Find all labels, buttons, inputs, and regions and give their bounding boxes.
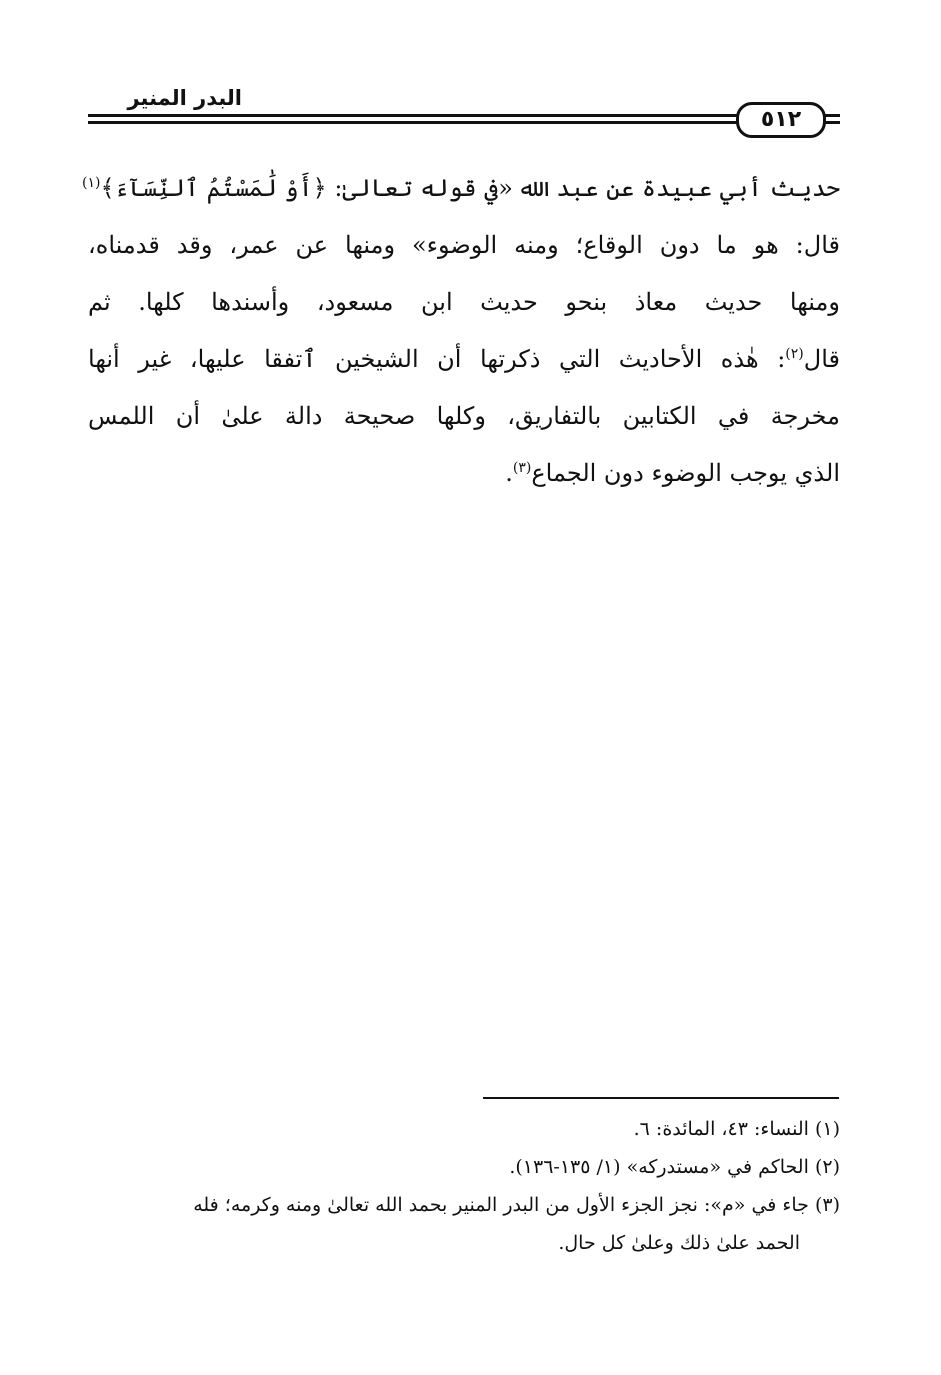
main-text — [82, 160, 840, 502]
text-line-4: قال$^{(٢)}$: هٰذه الأحاديث التي ذكرتها أن الشيخين ٱتفقا عليها، غير أنها — [88, 345, 840, 373]
text-line-5: مخرجة في الكتابين بالتفاريق، وكلها صحيحة دالة علىٰ أن اللمس — [88, 402, 840, 430]
page-number: ٥١٢ — [736, 102, 826, 138]
footnote-ref-3: (٣) — [512, 460, 532, 476]
text-line-1: حديث أبي عبيدة عن عبد الله «في قوله تعالىٰ: ﴿أَوْ لَٰمَسْتُمُ ٱلنِّسَآءَ﴾$^{(١)}$ — [82, 174, 840, 202]
footnote-3-continued: الحمد علىٰ ذلك وعلىٰ كل حال. — [558, 1232, 800, 1254]
footnote-3: (٣) جاء في «م»: نجز الجزء الأول من البدر المنير بحمد الله تعالىٰ ومنه وكرمه؛ فله — [193, 1194, 840, 1216]
text-line-3: ومنها حديث معاذ بنحو حديث ابن مسعود، وأسندها كلها. ثم — [88, 288, 840, 316]
header-rule-bottom — [88, 121, 840, 124]
footnote-ref-2: (٢) — [785, 346, 804, 362]
book-title: البدر المنير — [119, 86, 250, 110]
text-line-2: قال: هو ما دون الوقاع؛ ومنه الوضوء» ومنها عن عمر، وقد قدمناه، — [88, 231, 840, 259]
header-rule-top — [88, 114, 840, 117]
text-line-6: الذي يوجب الوضوء دون الجماع$^{(٣)}$. — [505, 459, 840, 487]
footnote-separator — [483, 1097, 839, 1099]
footnotes — [90, 1110, 840, 1262]
footnote-2: (٢) الحاكم في «مستدركه» (١/ ١٣٥-١٣٦). — [509, 1156, 840, 1178]
page-header — [88, 86, 840, 134]
footnote-ref-1: (١) — [82, 175, 101, 191]
footnote-1: (١) النساء: ٤٣، المائدة: ٦. — [633, 1118, 840, 1140]
